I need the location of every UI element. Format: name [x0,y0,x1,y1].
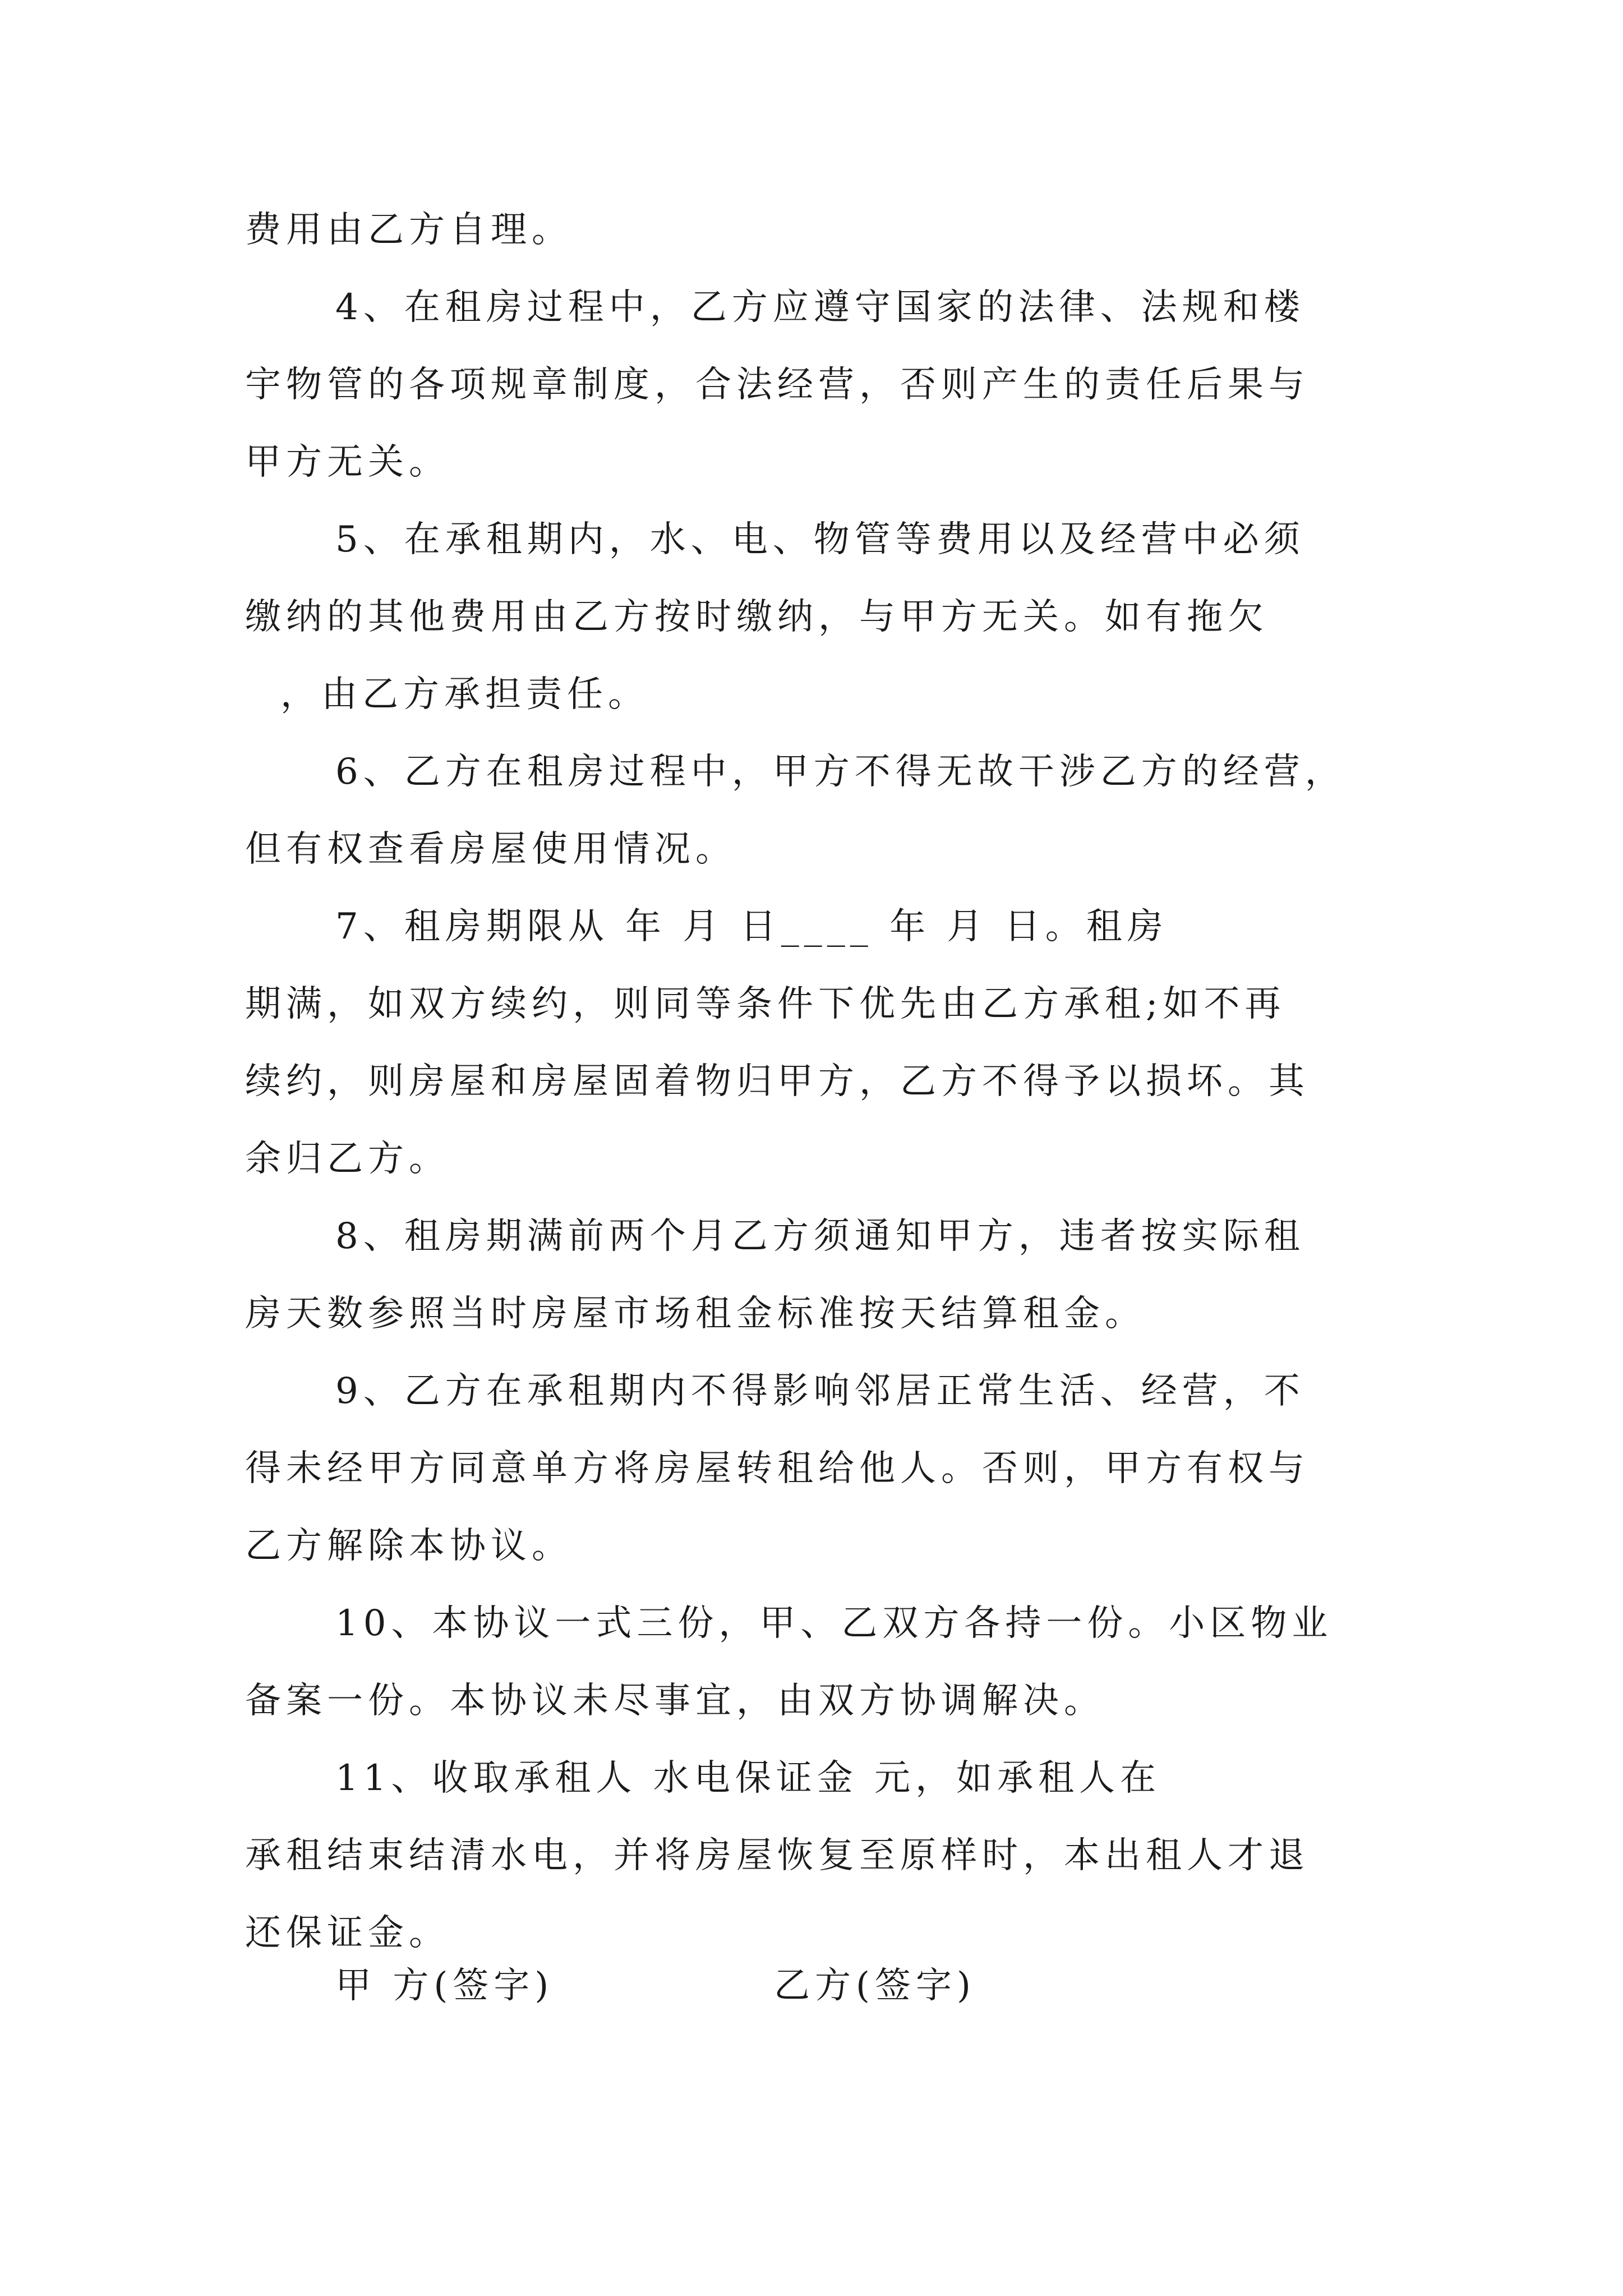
text-line: 5、在承租期内，水、电、物管等费用以及经营中必须 [335,519,1305,560]
text-line: 费用由乙方自理。 [245,209,573,251]
text-line: 还保证金。 [245,1912,450,1954]
party-a-signature-label: 甲 方(签字) [335,1965,554,2007]
text-line: 期满，如双方续约，则同等条件下优先由乙方承租;如不再 [245,983,1286,1025]
text-line: 8、租房期满前两个月乙方须通知甲方，违者按实际租 [335,1216,1305,1257]
text-line: 备案一份。本协议未尽事宜，由双方协调解决。 [245,1680,1105,1722]
party-b-signature-label: 乙方(签字) [774,1965,976,2007]
text-line: 4、在租房过程中，乙方应遵守国家的法律、法规和楼 [335,287,1305,328]
text-line: ，由乙方承担责任。 [280,674,649,715]
text-line: 7、租房期限从 年 月 日____ 年 月 日。租房 [335,906,1168,947]
text-line: 缴纳的其他费用由乙方按时缴纳，与甲方无关。如有拖欠 [245,596,1269,638]
text-line: 房天数参照当时房屋市场租金标准按天结算租金。 [245,1293,1146,1335]
text-line: 9、乙方在承租期内不得影响邻居正常生活、经营，不 [335,1370,1305,1412]
text-line: 10、本协议一式三份，甲、乙双方各持一份。小区物业 [335,1603,1333,1644]
text-line: 但有权查看房屋使用情况。 [245,829,736,870]
text-line: 6、乙方在租房过程中，甲方不得无故干涉乙方的经营， [335,751,1346,793]
text-line: 续约，则房屋和房屋固着物归甲方，乙方不得予以损坏。其 [245,1061,1310,1102]
text-line: 宇物管的各项规章制度，合法经营，否则产生的责任后果与 [245,364,1310,406]
text-line: 乙方解除本协议。 [245,1525,573,1567]
text-line: 余归乙方。 [245,1138,450,1180]
text-line: 得未经甲方同意单方将房屋转租给他人。否则，甲方有权与 [245,1448,1310,1489]
text-line: 11、收取承租人 水电保证金 元，如承租人在 [335,1757,1161,1799]
text-line: 甲方无关。 [245,441,450,483]
text-line: 承租结束结清水电，并将房屋恢复至原样时，本出租人才退 [245,1835,1310,1876]
